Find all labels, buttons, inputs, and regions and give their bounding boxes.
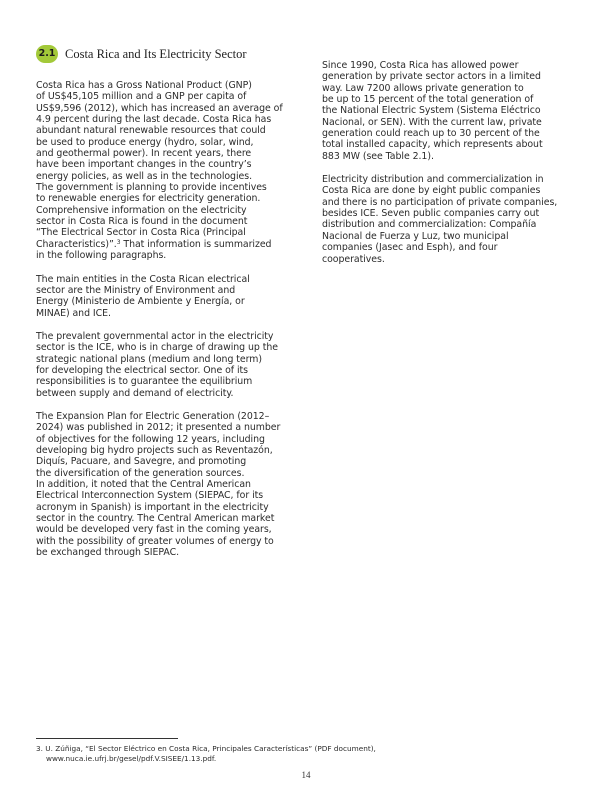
right-column: [322, 60, 590, 277]
text-line: sector are the Ministry of Environment and: [36, 284, 236, 296]
footnote-reference[interactable]: 3: [116, 238, 121, 246]
text-line: sector is the ICE, who is in charge of drawing up the: [36, 342, 278, 354]
text-line: In addition, it noted that the Central American: [36, 479, 251, 490]
text-line: Electricity distribution and commercialization in: [322, 174, 544, 186]
text-line: MINAE) and ICE.: [36, 307, 111, 319]
page-number: 14: [301, 770, 311, 780]
text-line: energy policies, as well as in the technologies.: [36, 170, 252, 182]
footnote: [36, 744, 376, 764]
text-fragment: Characteristics)”.: [36, 238, 117, 250]
text-line: The Expansion Plan for Electric Generation (2012–: [36, 410, 270, 422]
text-line: have been important changes in the country’s: [36, 159, 252, 171]
text-line: abundant natural renewable resources that could: [36, 125, 266, 137]
footnote-url-link[interactable]: www.nuca.ie.ufrj.br/gesel/pdf.V.SISEE/1.13.pdf.: [46, 754, 217, 763]
text-line: sector in the country. The Central American market: [36, 513, 275, 525]
text-line: Comprehensive information on the electricity: [36, 204, 247, 216]
footnote-divider: [36, 738, 178, 739]
text-line: be exchanged through SIEPAC.: [36, 547, 179, 559]
text-line: generation could reach up to 30 percent of the: [322, 128, 540, 140]
text-line: cooperatives.: [322, 253, 385, 265]
text-line: Energy (Ministerio de Ambiente y Energía, or: [36, 296, 245, 308]
text-line: [36, 239, 292, 250]
text-line: sector in Costa Rica is found in the document: [36, 216, 248, 228]
text-line: Electrical Interconnection System (SIEPAC, for its: [36, 490, 264, 502]
text-line: would be developed very fast in the coming years,: [36, 524, 272, 536]
text-line: the diversification of the generation sources.: [36, 467, 245, 479]
text-line: The main entities in the Costa Rican electrical: [36, 273, 250, 285]
text-line: be used to produce energy (hydro, solar, wind,: [36, 136, 254, 148]
text-line: be up to 15 percent of the total generation of: [322, 94, 534, 106]
text-line: The prevalent governmental actor in the electricity: [36, 330, 274, 342]
footnote-citation: 3. U. Zúñiga, “El Sector Eléctrico en Costa Rica, Principales Características” (PDF document),: [36, 744, 376, 753]
text-line: with the possibility of greater volumes of energy to: [36, 535, 274, 547]
text-line: acronym in Spanish) is important in the electricity: [36, 501, 269, 513]
text-line: besides ICE. Seven public companies carry out: [322, 208, 540, 220]
paragraph-distribution: [322, 174, 590, 265]
paragraph-ice: [36, 331, 292, 399]
text-line: The government is planning to provide incentives: [36, 182, 267, 194]
paragraph-entities: [36, 274, 292, 319]
section-title: Costa Rica and Its Electricity Sector: [65, 46, 247, 61]
text-line: 883 MW (see Table 2.1).: [322, 150, 434, 162]
text-line: Since 1990, Costa Rica has allowed power: [322, 60, 519, 71]
text-line: responsibilities is to guarantee the equilibrium: [36, 376, 253, 388]
text-line: Costa Rica has a Gross National Product (GNP): [36, 80, 252, 91]
text-line: generation by private sector actors in a limited: [322, 71, 541, 83]
text-line: Nacional de Fuerza y Luz, two municipal: [322, 230, 509, 242]
text-line: and there is no participation of private companies,: [322, 196, 558, 208]
text-line: total installed capacity, which represents about: [322, 139, 543, 151]
text-line: in the following paragraphs.: [36, 250, 167, 262]
text-line: 4.9 percent during the last decade. Costa Rica has: [36, 114, 272, 126]
text-line: Diquís, Pacuare, and Savegre, and promoting: [36, 456, 247, 468]
section-heading: [36, 45, 247, 63]
text-line: US$9,596 (2012), which has increased an average of: [36, 102, 283, 114]
text-line: distribution and commercialization: Compañía: [322, 219, 537, 231]
section-number-badge: 2.1: [36, 45, 58, 63]
text-line: 2024) was published in 2012; it presented a number: [36, 422, 281, 434]
text-line: Nacional, or SEN). With the current law, private: [322, 116, 542, 128]
text-line: “The Electrical Sector in Costa Rica (Principal: [36, 227, 246, 239]
text-line: for developing the electrical sector. One of its: [36, 364, 248, 376]
text-line: of objectives for the following 12 years, including: [36, 433, 265, 445]
paragraph-gnp: [36, 80, 292, 262]
text-line: way. Law 7200 allows private generation to: [322, 82, 524, 94]
text-line: strategic national plans (medium and long term): [36, 353, 262, 365]
text-fragment: That information is summarized: [120, 238, 272, 250]
paragraph-expansion-plan: [36, 411, 292, 558]
text-line: developing big hydro projects such as Reventazón,: [36, 444, 273, 456]
text-line: to renewable energies for electricity generation.: [36, 193, 261, 205]
text-line: of US$45,105 million and a GNP per capita of: [36, 91, 247, 103]
paragraph-private-generation: [322, 60, 590, 162]
text-line: Costa Rica are done by eight public companies: [322, 185, 541, 197]
text-line: the National Electric System (Sistema Eléctrico: [322, 105, 541, 117]
text-line: companies (Jasec and Esph), and four: [322, 242, 498, 254]
text-line: and geothermal power). In recent years, there: [36, 148, 252, 160]
left-column: [36, 80, 292, 570]
text-line: between supply and demand of electricity.: [36, 387, 234, 399]
